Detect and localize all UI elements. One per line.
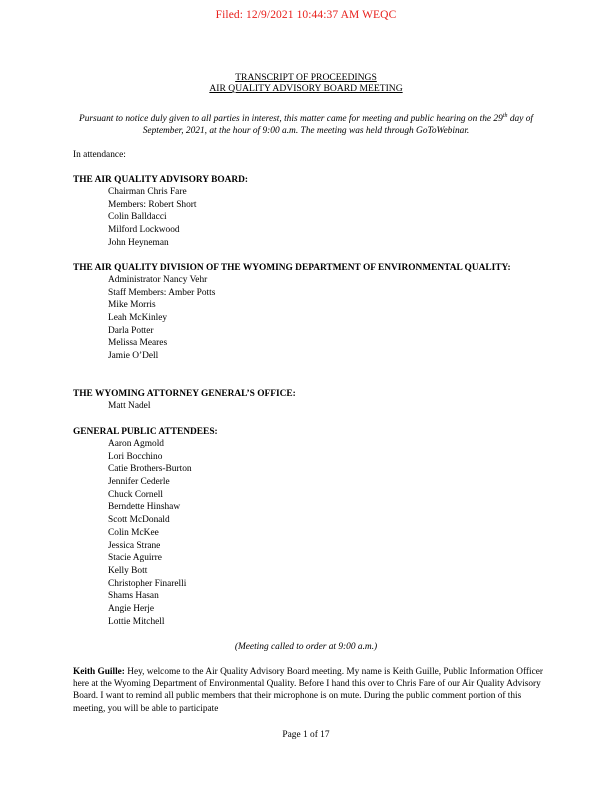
section-advisory-board xyxy=(73,174,553,249)
called-to-order: (Meeting called to order at 9:00 a.m.) xyxy=(234,642,378,652)
transcript-text: Hey, welcome to the Air Quality Advisory Board meeting. My name is Keith Guille, Public Information Officer here at the Wyoming Department of Environmental Quality. Before I hand this over to Chris Fare of our Air Quality Advisory Board. I want to remind all public members that their microphone is on mute. During the public comment portion of this meeting, you will be able to participate xyxy=(73,667,543,714)
list-item: Kelly Bott xyxy=(108,565,148,576)
list-item: Chairman Chris Fare xyxy=(108,187,187,197)
section-heading: THE AIR QUALITY ADVISORY BOARD: xyxy=(73,175,249,185)
section-heading: THE AIR QUALITY DIVISION OF THE WYOMING DEPARTMENT OF ENVIRONMENTAL QUALITY: xyxy=(73,263,511,273)
section-air-quality-division xyxy=(73,262,553,363)
list-item: Staff Members: Amber Potts xyxy=(108,287,216,298)
attendee-list xyxy=(73,274,553,363)
title-line-1: TRANSCRIPT OF PROCEEDINGS xyxy=(235,72,377,83)
list-item: Mike Morris xyxy=(108,300,156,311)
list-item: Shams Hasan xyxy=(108,591,159,602)
in-attendance-label: In attendance: xyxy=(73,150,126,160)
list-item: Administrator Nancy Vehr xyxy=(108,275,208,285)
list-item: Milford Lockwood xyxy=(108,225,180,236)
list-item: Matt Nadel xyxy=(108,401,151,411)
list-item: Stacie Aguirre xyxy=(108,553,162,564)
filed-stamp: Filed: 12/9/2021 10:44:37 AM WEQC xyxy=(215,9,397,21)
list-item: Colin McKee xyxy=(108,527,159,538)
intro-part-2: day of September, 2021, at the hour of 9:00 a.m. The meeting was held through GoToWebinar. xyxy=(142,114,534,137)
list-item: Darla Potter xyxy=(108,325,154,336)
list-item: Chuck Cornell xyxy=(108,489,163,500)
document-title xyxy=(0,72,612,94)
list-item: Jennifer Cederle xyxy=(108,477,170,488)
list-item: Angie Herje xyxy=(108,603,155,614)
attendee-list xyxy=(73,186,553,249)
attendee-list xyxy=(73,400,553,413)
list-item: Aaron Agmold xyxy=(108,439,164,449)
intro-part-1: Pursuant to notice duly given to all parties in interest, this matter came for meeting and public hearing on the 29 xyxy=(78,114,503,125)
page-number: Page 1 of 17 xyxy=(282,730,330,740)
list-item: Melissa Meares xyxy=(108,338,168,349)
list-item: John Heyneman xyxy=(108,237,169,248)
transcript-paragraph xyxy=(73,666,543,715)
list-item: Lori Bocchino xyxy=(108,451,163,462)
intro-ordinal: th xyxy=(502,113,508,119)
list-item: Colin Balldacci xyxy=(108,212,167,223)
list-item: Scott McDonald xyxy=(108,515,170,526)
list-item: Members: Robert Short xyxy=(108,199,197,210)
list-item: Leah McKinley xyxy=(108,313,168,324)
list-item: Jessica Strane xyxy=(108,540,161,551)
list-item: Lottie Mitchell xyxy=(108,616,165,627)
title-line-2: AIR QUALITY ADVISORY BOARD MEETING xyxy=(209,83,403,94)
list-item: Berndette Hinshaw xyxy=(108,502,181,513)
section-heading: THE WYOMING ATTORNEY GENERAL’S OFFICE: xyxy=(73,389,296,399)
speaker-name: Keith Guille: xyxy=(73,667,125,677)
intro-paragraph xyxy=(66,110,546,137)
section-attorney-general xyxy=(73,388,553,413)
list-item: Christopher Finarelli xyxy=(108,578,187,589)
list-item: Catie Brothers-Burton xyxy=(108,464,192,475)
list-item: Jamie O’Dell xyxy=(108,351,159,362)
section-heading: GENERAL PUBLIC ATTENDEES: xyxy=(73,427,218,437)
section-public-attendees xyxy=(73,426,553,628)
attendee-list xyxy=(73,438,553,628)
